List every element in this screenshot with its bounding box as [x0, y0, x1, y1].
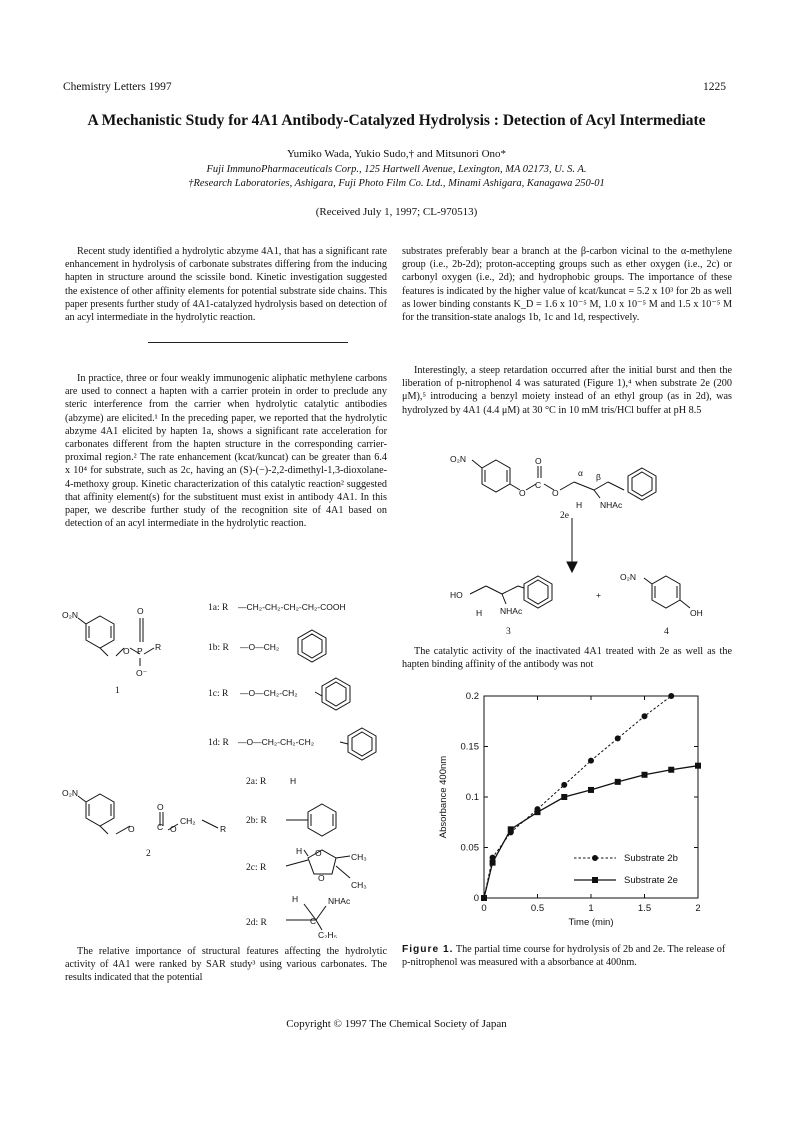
left-bottom-paragraph: The relative importance of structural features affecting the hydrolytic activity of 4A1 were ranked by SAR study³ using various carbonates. The results indicated that the potential [65, 946, 387, 984]
svg-text:O: O [128, 824, 135, 834]
svg-text:NHAc: NHAc [328, 896, 351, 906]
r-group-1c: 1c: R [208, 689, 229, 699]
svg-text:CH₂: CH₂ [180, 816, 196, 826]
paper-title: A Mechanistic Study for 4A1 Antibody-Catalyzed Hydrolysis : Detection of Acyl Intermediate [87, 112, 706, 129]
legend-label-1: Substrate 2b [624, 853, 678, 864]
y-tick-label: 0.05 [460, 842, 479, 854]
svg-text:HO: HO [450, 590, 463, 600]
data-point-2 [490, 860, 496, 866]
data-point-2 [615, 779, 621, 785]
data-point-2 [508, 826, 514, 832]
authors: Yumiko Wada, Yukio Sudo,† and Mitsunori Ono* [286, 148, 507, 160]
x-tick-label: 0 [481, 903, 487, 914]
plus-sign: + [596, 590, 601, 600]
abstract-divider [148, 342, 348, 343]
svg-text:C₂H₅: C₂H₅ [318, 930, 338, 938]
svg-text:H: H [292, 894, 299, 904]
y-tick-label: 0.1 [465, 792, 479, 803]
o2n-label-2e: O₂N [450, 454, 467, 464]
right-paragraph-1: substrates preferably bear a branch at the β-carbon vicinal to the α-methylene group (i.e., 2b-2d); proton-accepting groups such as ether oxygen (i.e., 2c) or carbonyl oxygen (i.e., 2d); and hydrophobic groups. The importance of these features is indicated by the higher value of kcat/kuncat = 5.2 x 10³ for 2b as well as lower binding constants K_D = 1.6 x 10⁻⁵ M, 1.0 x 10⁻⁵ M and 1.5 x 10⁻⁵ M for the transition-state analogs 1b, 1c and 1d, respectively. [402, 246, 732, 324]
compound-label-2e: 2e [560, 511, 569, 521]
legend-label-2: Substrate 2e [624, 875, 678, 886]
r-group-1d: 1d: R [208, 738, 229, 748]
affiliation-2: †Research Laboratories, Ashigara, Fuji Photo Film Co. Ltd., Minami Ashigara, Kanagawa 250-01 [188, 178, 605, 189]
svg-text:O⁻: O⁻ [136, 668, 148, 678]
svg-text:α: α [578, 468, 583, 478]
svg-text:O: O [315, 848, 322, 858]
data-point-2 [588, 787, 594, 793]
svg-text:C: C [310, 916, 317, 926]
figure-1-chart [420, 682, 720, 932]
o2n-label-2: O₂N [62, 788, 79, 798]
svg-text:H: H [290, 776, 297, 786]
figure-caption-label: Figure 1. [402, 944, 454, 955]
x-axis-label: Time (min) [568, 917, 614, 928]
svg-text:H: H [476, 608, 483, 618]
svg-text:β: β [596, 472, 601, 482]
svg-text:—CH₂-CH₂-CH₂-CH₂-COOH: —CH₂-CH₂-CH₂-CH₂-COOH [238, 602, 346, 612]
compound-label-2: 2 [146, 849, 151, 859]
y-tick-label: 0.15 [460, 741, 479, 753]
x-tick-label: 1 [588, 903, 594, 914]
journal-name: Chemistry Letters 1997 [63, 81, 172, 93]
received-date: (Received July 1, 1997; CL-970513) [315, 206, 478, 218]
svg-text:H: H [296, 846, 303, 856]
y-axis-label: Absorbance 400nm [438, 755, 449, 839]
data-point-2 [695, 763, 701, 769]
svg-text:O: O [157, 802, 164, 812]
svg-text:O: O [318, 873, 325, 883]
svg-text:O: O [123, 646, 130, 656]
compound-label-3: 3 [506, 627, 511, 637]
right-paragraph-2: Interestingly, a steep retardation occurred after the initial burst and then the liberation of p-nitrophenol 4 was saturated (Figure 1),⁴ when substrate 2e (200 μM),⁵ introducing a benzyl moiety instead of an ethyl group (as in 2d), was hydrolyzed by 4A1 (4.4 μM) at 30 °C in 10 mM tris/HCl buffer at pH 8.5 [402, 365, 732, 416]
r-group-2d: 2d: R [246, 918, 267, 928]
svg-text:OH: OH [690, 608, 703, 618]
page-number: 1225 [703, 81, 726, 93]
svg-text:O: O [137, 606, 144, 616]
data-point-1 [615, 735, 621, 741]
svg-text:NHAc: NHAc [600, 500, 623, 510]
data-point-2 [481, 895, 487, 901]
copyright-footer: Copyright © 1997 The Chemical Society of Japan [286, 1018, 507, 1030]
compound-label-4: 4 [664, 627, 669, 637]
svg-text:C: C [157, 822, 164, 832]
y-tick-label: 0 [473, 893, 479, 904]
data-point-1 [642, 713, 648, 719]
figure-caption [402, 943, 732, 969]
svg-text:O: O [552, 488, 559, 498]
x-tick-label: 1.5 [637, 903, 652, 914]
svg-text:P: P [137, 646, 143, 656]
svg-text:O: O [519, 488, 526, 498]
svg-text:CH₃: CH₃ [351, 880, 367, 890]
o2n-label-1: O₂N [62, 610, 79, 620]
svg-text:—O—CH₂-CH₂-CH₂: —O—CH₂-CH₂-CH₂ [238, 737, 315, 747]
svg-text:O: O [535, 456, 542, 466]
data-point-1 [561, 782, 567, 788]
y-tick-label: 0.2 [465, 691, 479, 702]
legend-marker-1 [592, 855, 598, 861]
data-point-2 [535, 809, 541, 815]
r-group-2a: 2a: R [246, 777, 267, 787]
svg-text:O: O [170, 824, 177, 834]
r-group-1a: 1a: R [208, 603, 229, 613]
structure-scheme-right [420, 430, 720, 640]
affiliation-1: Fuji ImmunoPharmaceuticals Corp., 125 Hartwell Avenue, Lexington, MA 02173, U. S. A. [206, 164, 587, 175]
x-tick-label: 2 [695, 903, 701, 914]
data-point-2 [642, 772, 648, 778]
svg-text:H: H [576, 500, 583, 510]
data-point-2 [561, 794, 567, 800]
legend-marker-2 [592, 877, 598, 883]
right-paragraph-3: The catalytic activity of the inactivated 4A1 treated with 2e as well as the hapten binding affinity of the antibody was not [402, 646, 732, 671]
intro-paragraph: In practice, three or four weakly immunogenic aliphatic methylene carbons are used to connect a hapten with a carrier protein in order to preclude any steric interference from the carrier when hydrolytic catalytic antibodies (abzyme) are elicited.¹ In the preceding paper, we reported that the hydrolytic abzyme 4A1 elicited by hapten 1a, shows a significant rate acceleration for carbonates different from the hapten structure in the corresponding carrier-proximal region.² The rate enhancement (kcat/kuncat) can be greater than 6.4 x 10⁴ for substrate, such as 2c, having an (S)-(−)-2,2-dimethyl-1,3-dioxolane-4-methoxy group. Kinetic characterization of this catalytic reaction² suggested that affinity element(s) for the substituent must exist in antibody 4A1. In this paper, we describe further study of the recognition site of 4A1 based on detection of an acyl intermediate in the hydrolytic reaction. [65, 373, 387, 530]
data-point-2 [668, 767, 674, 773]
data-point-1 [588, 758, 594, 764]
svg-text:NHAc: NHAc [500, 606, 523, 616]
structure-scheme-left [60, 598, 395, 938]
svg-text:C: C [535, 480, 542, 490]
svg-text:O₂N: O₂N [620, 572, 637, 582]
svg-text:CH₃: CH₃ [351, 852, 367, 862]
compound-label-1: 1 [115, 686, 120, 696]
plot-frame [484, 696, 698, 898]
figure-caption-text: The partial time course for hydrolysis of 2b and 2e. The release of p-nitrophenol was measured with a absorbance at 400nm. [402, 944, 726, 968]
svg-text:R: R [220, 824, 227, 834]
series-line-1 [484, 696, 671, 898]
abstract: Recent study identified a hydrolytic abzyme 4A1, that has a significant rate enhancement in hydrolysis of carbonate substrates differing from the inducing hapten in structure around the scissile bond. Kinetic investigation suggested the existence of other affinity elements for potential substrate side chains. This paper presents further study of 4A1-catalyzed hydrolysis based on detection of an acyl intermediate in the hydrolytic reaction. [65, 246, 387, 324]
data-point-1 [668, 693, 674, 699]
r-group-1b: 1b: R [208, 643, 229, 653]
svg-text:—O—CH₂: —O—CH₂ [240, 642, 280, 652]
r-group-2c: 2c: R [246, 863, 267, 873]
x-tick-label: 0.5 [530, 903, 545, 914]
r-group-2b: 2b: R [246, 816, 267, 826]
svg-text:R: R [155, 642, 162, 652]
svg-text:—O—CH₂-CH₂: —O—CH₂-CH₂ [240, 688, 298, 698]
